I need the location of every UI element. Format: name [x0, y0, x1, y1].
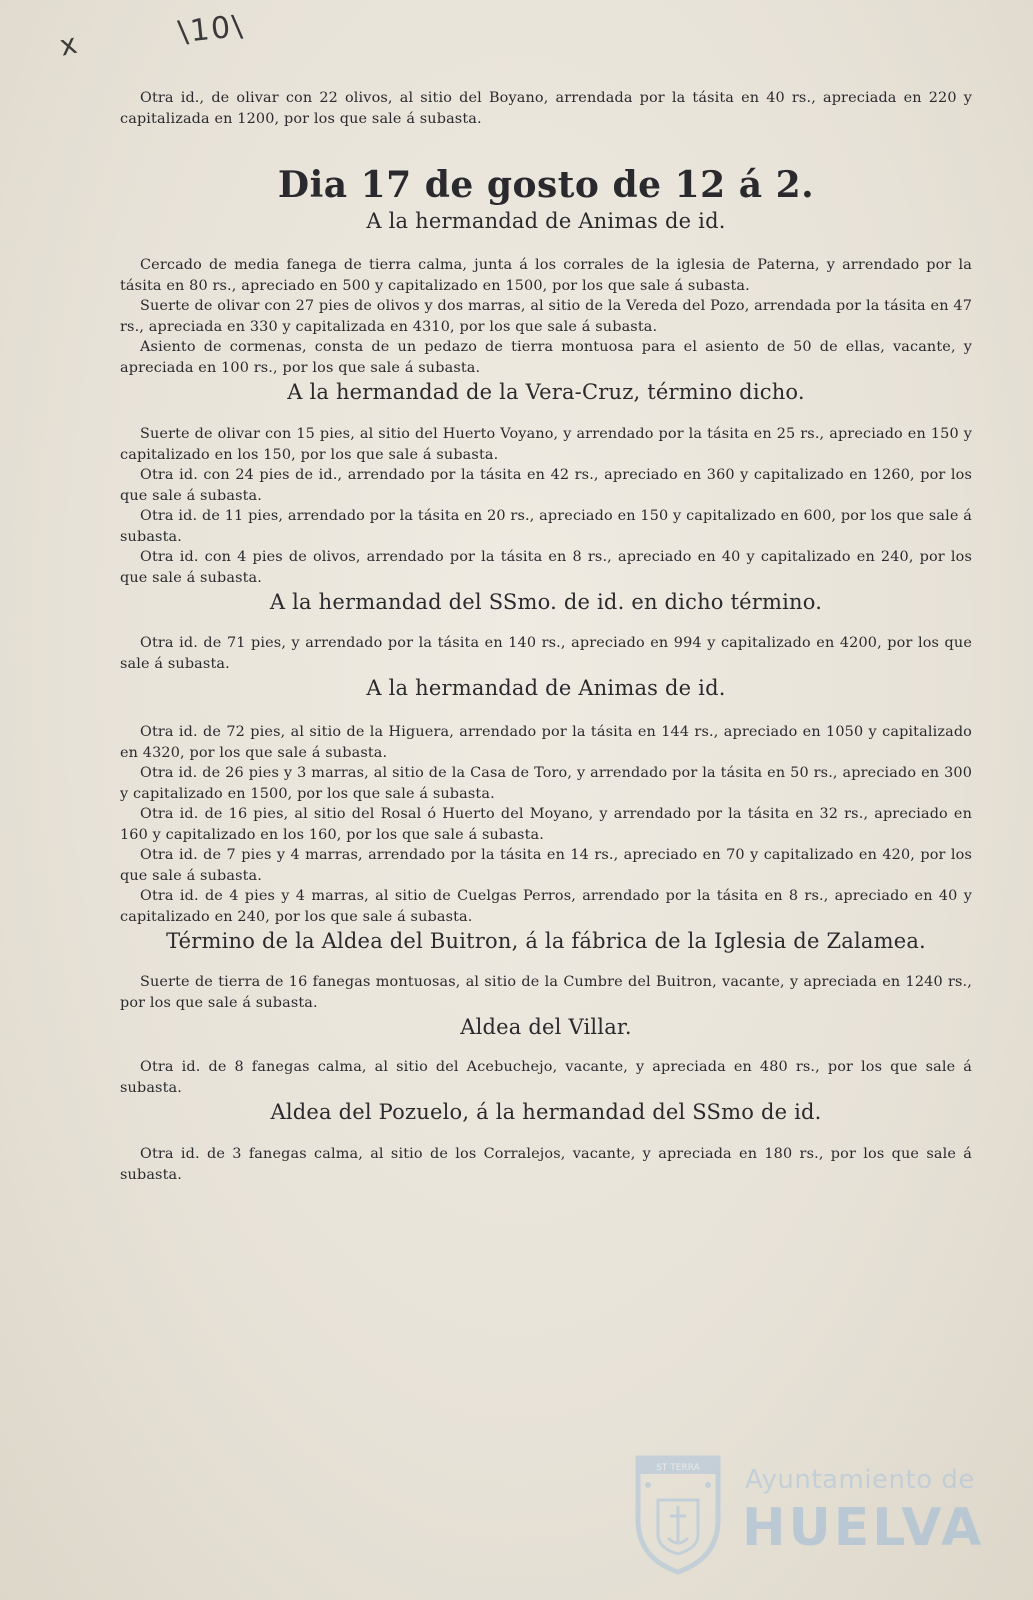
section-heading: A la hermandad de Animas de id.	[366, 209, 726, 233]
intro-entry: Otra id., de olivar con 22 olivos, al sitio del Boyano, arrendada por la tásita en 40 rs., apreciada en 220 y capitalizada en 1200, por los que sale á subasta.	[120, 90, 972, 127]
section-heading: Término de la Aldea del Buitron, á la fábrica de la Iglesia de Zalamea.	[166, 929, 926, 953]
section-entries	[120, 722, 972, 927]
handwritten-mark: x	[56, 26, 82, 63]
handwritten-page-number: \10\	[176, 8, 247, 51]
section-heading: Aldea del Villar.	[460, 1015, 632, 1039]
property-entry: Otra id. de 4 pies y 4 marras, al sitio de Cuelgas Perros, arrendado por la tásita en 8 rs., apreciado en 40 y capitalizado en 240, por los que sale á subasta.	[120, 888, 972, 925]
property-entry: Otra id. de 3 fanegas calma, al sitio de los Corralejos, vacante, y apreciada en 180 rs., por los que sale á subasta.	[120, 1146, 972, 1183]
property-entry: Otra id. de 72 pies, al sitio de la Higuera, arrendado por la tásita en 144 rs., apreciado en 1050 y capitalizado en 4320, por los que sale á subasta.	[120, 724, 972, 761]
ayuntamiento-watermark	[628, 1440, 985, 1580]
section-entries	[120, 1057, 972, 1098]
section-entries	[120, 633, 972, 674]
section-entries	[120, 1144, 972, 1185]
property-entry: Otra id. de 11 pies, arrendado por la tásita en 20 rs., apreciado en 150 y capitalizado en 600, por los que sale á subasta.	[120, 508, 972, 545]
section-entries	[120, 972, 972, 1013]
property-entry: Otra id. de 71 pies, y arrendado por la tásita en 140 rs., apreciado en 994 y capitalizado en 4200, por los que sale á subasta.	[120, 635, 972, 672]
property-entry: Suerte de tierra de 16 fanegas montuosas, al sitio de la Cumbre del Buitron, vacante, y apreciada en 1240 rs., por los que sale á subasta.	[120, 974, 972, 1011]
property-entry: Otra id. de 7 pies y 4 marras, arrendado por la tásita en 14 rs., apreciado en 70 y capitalizado en 420, por los que sale á subasta.	[120, 847, 972, 884]
coat-of-arms-icon	[628, 1440, 728, 1580]
section-heading: A la hermandad de la Vera-Cruz, término dicho.	[287, 380, 805, 404]
property-entry: Cercado de media fanega de tierra calma, junta á los corrales de la iglesia de Paterna, y arrendado por la tásita en 80 rs., apreciado en 500 y capitalizado en 1500, por los que sale á subasta.	[120, 257, 972, 294]
property-entry: Asiento de cormenas, consta de un pedazo de tierra montuosa para el asiento de 50 de ellas, vacante, y apreciada en 100 rs., por los que sale á subasta.	[120, 339, 972, 376]
property-entry: Suerte de olivar con 27 pies de olivos y dos marras, al sitio de la Vereda del Pozo, arrendada por la tásita en 47 rs., apreciada en 330 y capitalizada en 4310, por los que sale á subasta.	[120, 298, 972, 335]
section-heading: Aldea del Pozuelo, á la hermandad del SSmo de id.	[270, 1100, 822, 1124]
property-entry: Otra id. de 16 pies, al sitio del Rosal ó Huerto del Moyano, y arrendado por la tásita en 32 rs., apreciado en 160 y capitalizado en los 160, por los que sale á subasta.	[120, 806, 972, 843]
property-entry: Otra id. con 24 pies de id., arrendado por la tásita en 42 rs., apreciado en 360 y capitalizado en 1260, por los que sale á subasta.	[120, 467, 972, 504]
property-entry: Otra id. con 4 pies de olivos, arrendado por la tásita en 8 rs., apreciado en 40 y capitalizado en 240, por los que sale á subasta.	[120, 549, 972, 586]
section-heading: A la hermandad de Animas de id.	[366, 676, 726, 700]
section-heading: A la hermandad del SSmo. de id. en dicho término.	[269, 590, 823, 614]
watermark-line-1: Ayuntamiento de	[745, 1465, 975, 1495]
property-entry: Otra id. de 8 fanegas calma, al sitio del Acebuchejo, vacante, y apreciada en 480 rs., por los que sale á subasta.	[120, 1059, 972, 1096]
property-entry: Otra id. de 26 pies y 3 marras, al sitio de la Casa de Toro, y arrendado por la tásita en 50 rs., apreciado en 300 y capitalizado en 1500, por los que sale á subasta.	[120, 765, 972, 802]
day-heading: Dia 17 de gosto de 12 á 2.	[277, 164, 815, 206]
section-entries	[120, 424, 972, 588]
section-entries	[120, 255, 972, 378]
shield-text: ST TERRA	[656, 1463, 700, 1473]
document-body	[120, 88, 972, 1185]
property-entry: Suerte de olivar con 15 pies, al sitio del Huerto Voyano, y arrendado por la tásita en 25 rs., apreciado en 150 y capitalizado en los 150, por los que sale á subasta.	[120, 426, 972, 463]
watermark-line-2: HUELVA	[742, 1498, 985, 1558]
